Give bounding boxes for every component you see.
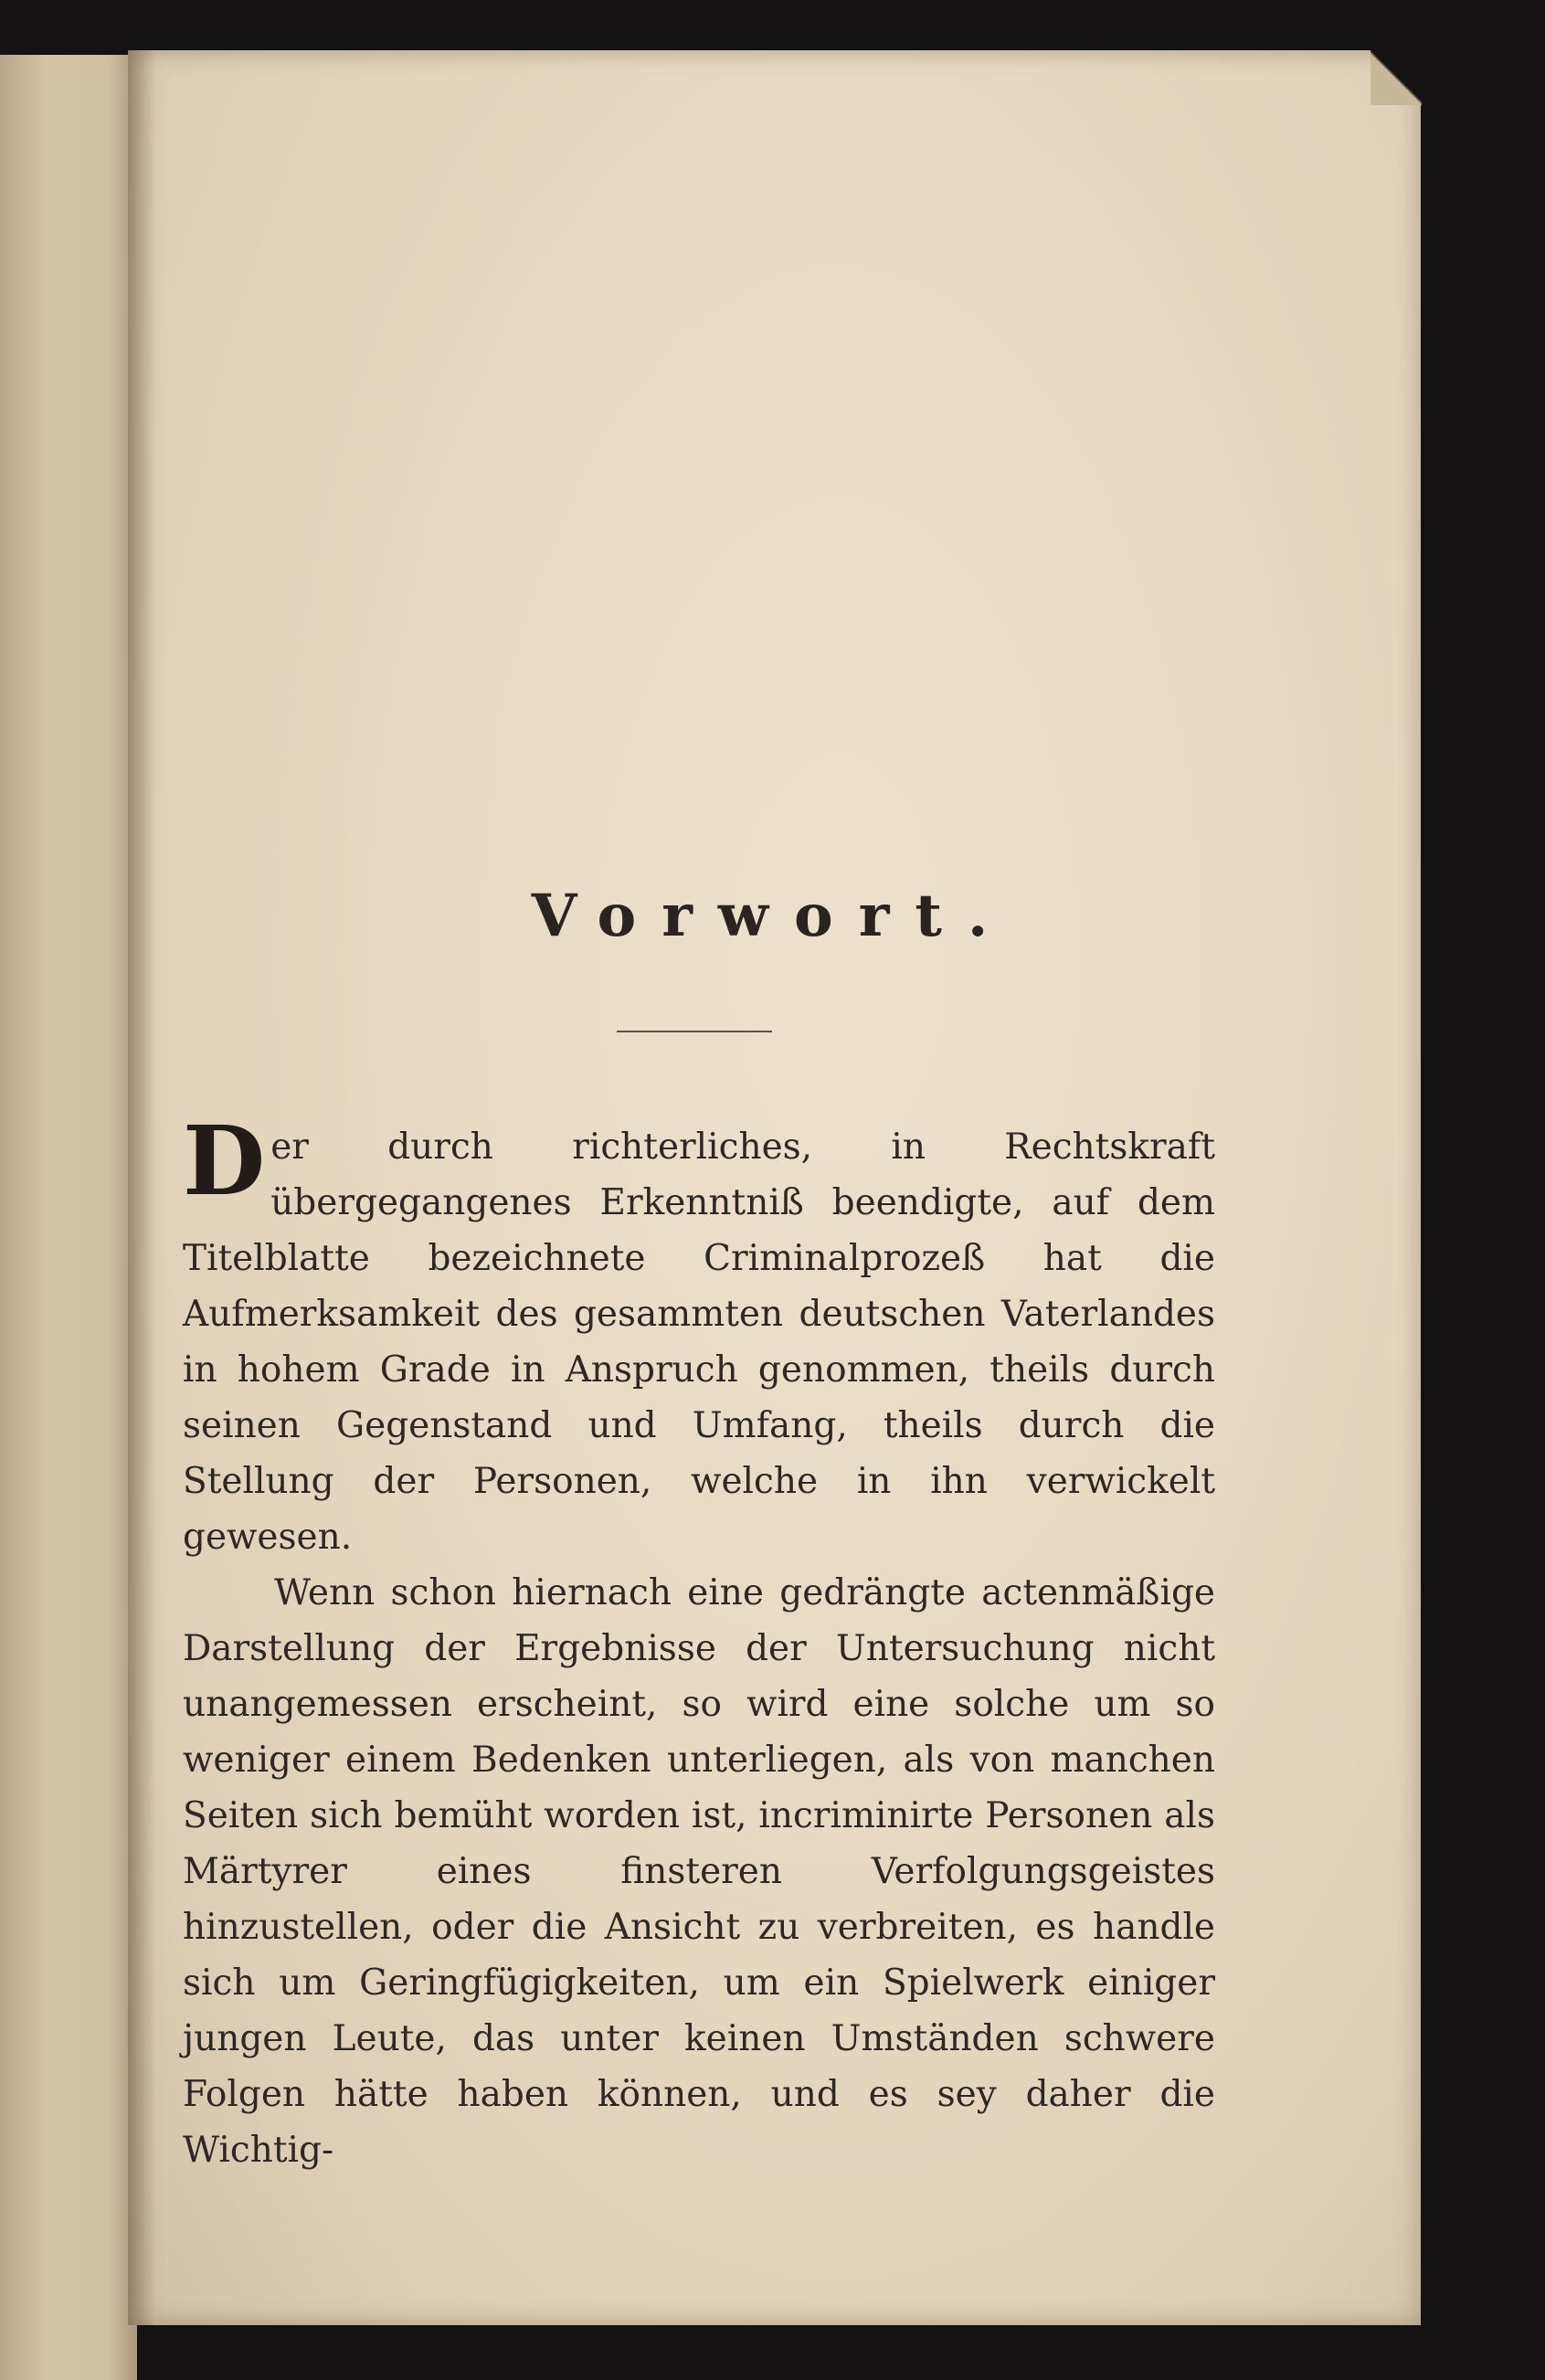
paragraph: [183, 1105, 1215, 1565]
page-title: Vorwort.: [531, 882, 1014, 950]
drop-cap: D: [183, 1105, 266, 1217]
paragraph: Wenn schon hiernach eine gedrängte actenmäßige Darstellung der Ergebnisse der Untersuchung nicht unangemessen erscheint, so wird eine solche um so weniger einem Bedenken unterliegen, als von manchen Seiten sich bemüht worden ist, incriminirte Personen als Märtyrer eines finsteren Verfolgungsgeistes hinzustellen, oder die Ansicht zu verbreiten, es handle sich um Geringfügigkeiten, um ein Spielwerk einiger jungen Leute, das unter keinen Umständen schwere Folgen hätte haben können, und es sey daher die Wichtig-: [183, 1572, 1215, 2171]
paragraph-text: er durch richterliches, in Rechtskraft übergegangenes Erkenntniß beendigte, auf dem Titelblatte bezeichnete Criminalprozeß hat die Aufmerksamkeit des gesammten deutschen Vaterlandes in hohem Grade in Anspruch genommen, theils durch seinen Gegenstand und Umfang, theils durch die Stellung der Personen, welche in ihn verwickelt gewesen.: [183, 1127, 1215, 1558]
page-gutter: [128, 50, 155, 2325]
body-text: [183, 1105, 1215, 2178]
divider: [617, 1031, 772, 1032]
previous-page-edge: [0, 55, 137, 2380]
page-corner: [1370, 50, 1422, 105]
